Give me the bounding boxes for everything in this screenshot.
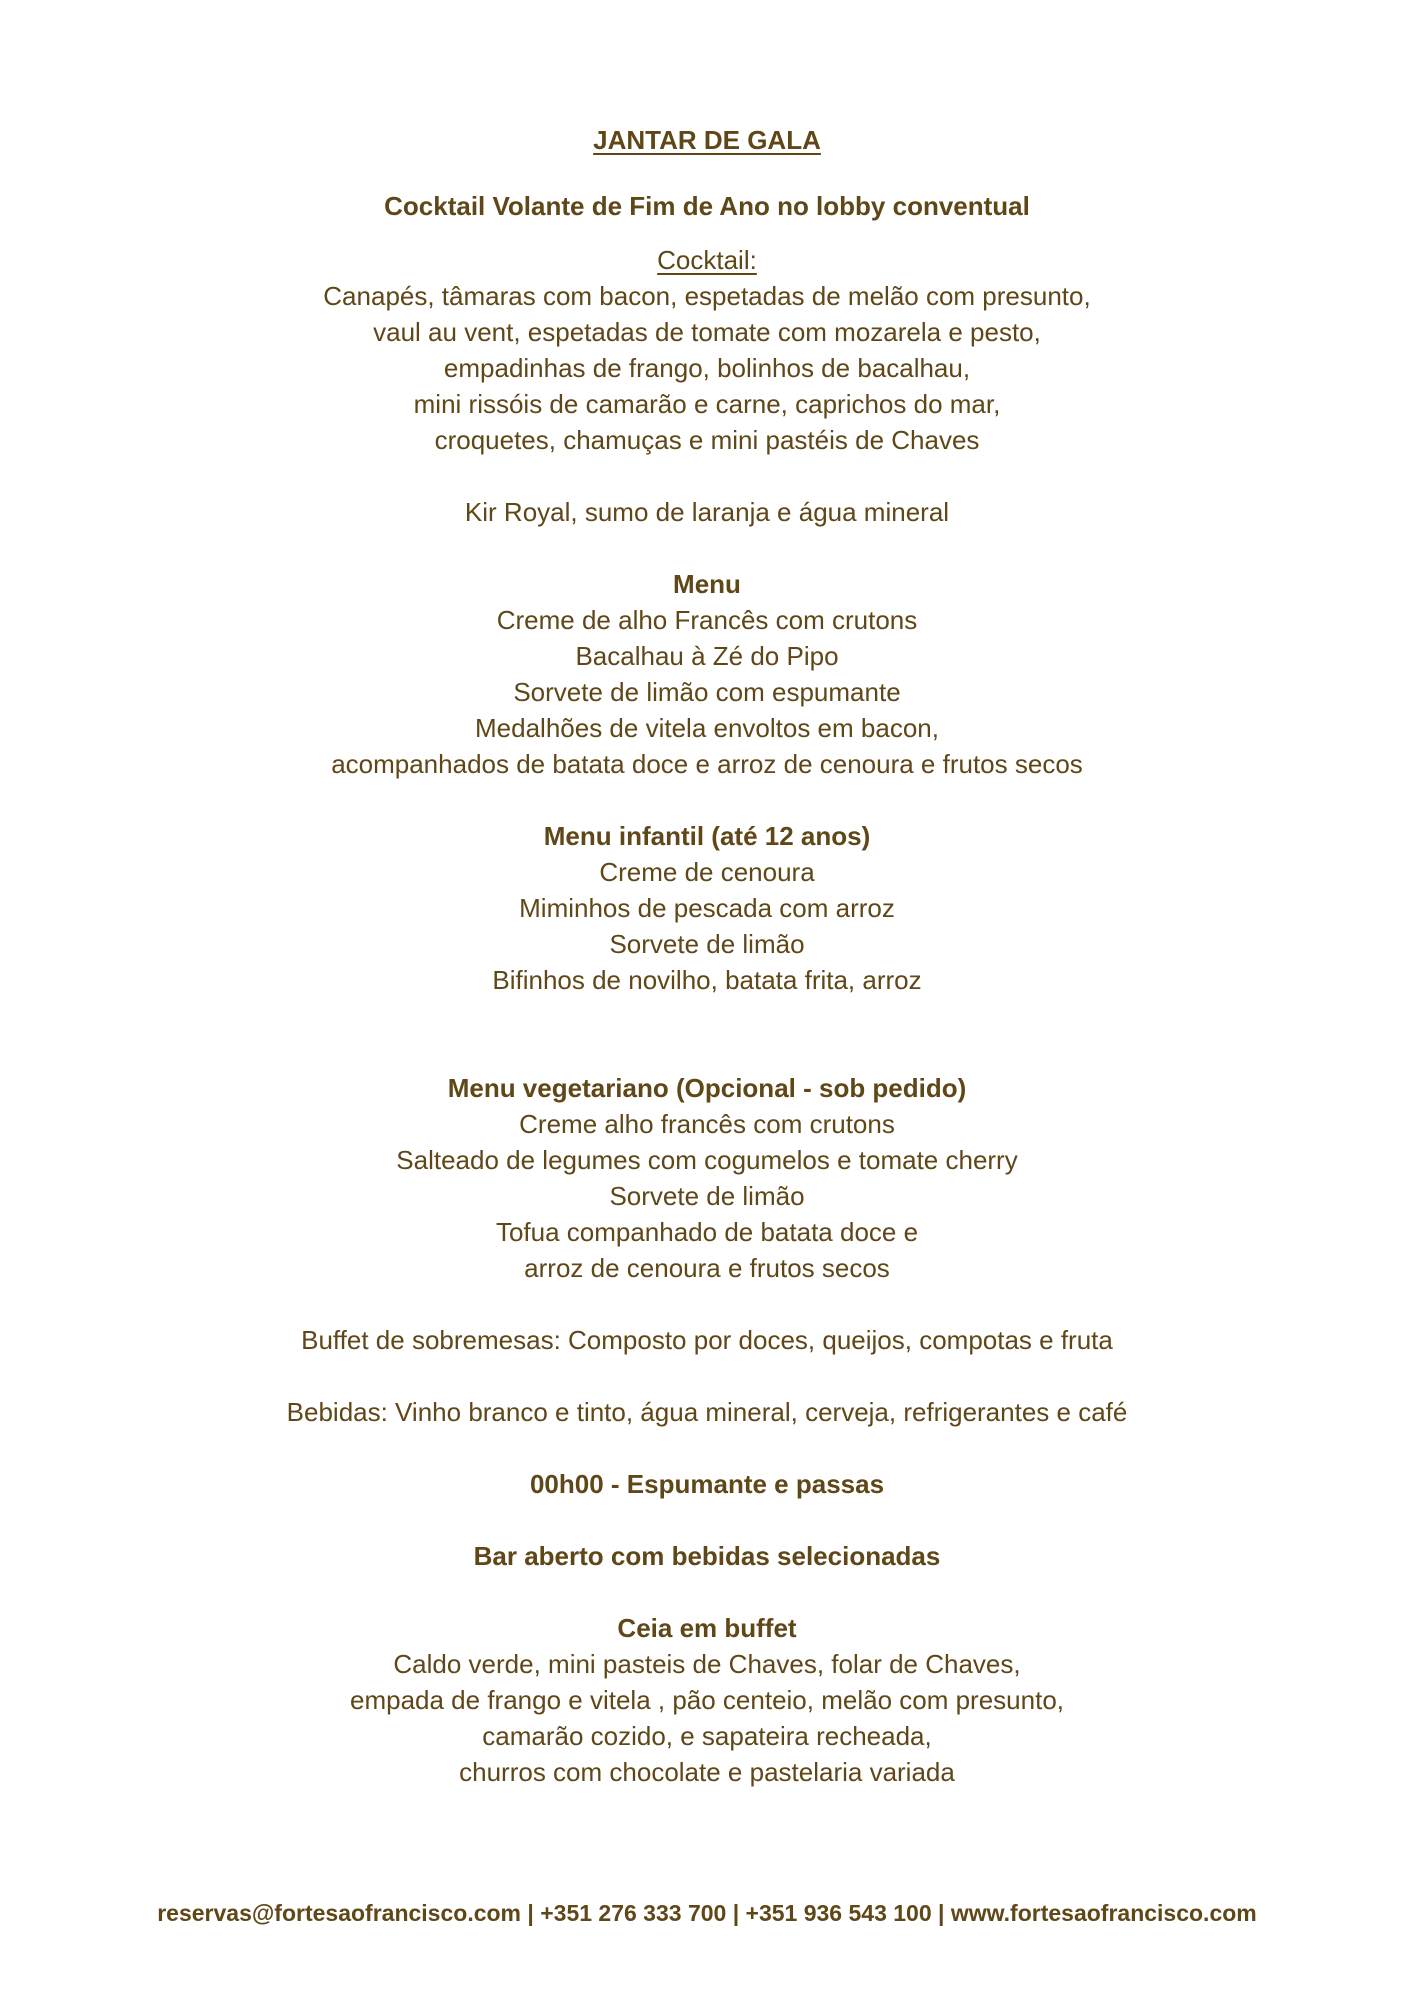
vegetarian-menu-item: Sorvete de limão xyxy=(609,1181,805,1211)
contact-footer: reservas@fortesaofrancisco.com | +351 276 333 700 | +351 936 543 100 | www.fortesaofrancisco.com xyxy=(157,1900,1257,1926)
menu-item: Creme de alho Francês com crutons xyxy=(496,605,918,635)
cocktail-heading: Cocktail: xyxy=(657,245,757,275)
kids-menu-item: Bifinhos de novilho, batata frita, arroz xyxy=(492,965,922,995)
menu-document xyxy=(0,122,1414,1790)
kids-menu-item: Sorvete de limão xyxy=(609,929,805,959)
supper-item: camarão cozido, e sapateira recheada, xyxy=(482,1721,932,1751)
vegetarian-menu-item: Tofua companhado de batata doce e xyxy=(495,1217,919,1247)
cocktail-item: mini rissóis de camarão e carne, caprichos do mar, xyxy=(413,389,1001,419)
cocktail-subtitle: Cocktail Volante de Fim de Ano no lobby conventual xyxy=(384,191,1030,221)
menu-item: Medalhões de vitela envoltos em bacon, xyxy=(475,713,939,743)
supper-item: Caldo verde, mini pasteis de Chaves, folar de Chaves, xyxy=(393,1649,1021,1679)
vegetarian-menu-item: Salteado de legumes com cogumelos e tomate cherry xyxy=(396,1145,1018,1175)
vegetarian-menu-item: Creme alho francês com crutons xyxy=(519,1109,895,1139)
midnight-toast: 00h00 - Espumante e passas xyxy=(529,1469,885,1499)
menu-item: acompanhados de batata doce e arroz de cenoura e frutos secos xyxy=(331,749,1083,779)
cocktail-item: vaul au vent, espetadas de tomate com mozarela e pesto, xyxy=(373,317,1041,347)
menu-item: Sorvete de limão com espumante xyxy=(513,677,901,707)
kids-menu-item: Creme de cenoura xyxy=(599,857,815,887)
cocktail-item: croquetes, chamuças e mini pastéis de Chaves xyxy=(434,425,980,455)
kids-menu-item: Miminhos de pescada com arroz xyxy=(519,893,895,923)
vegetarian-menu-item: arroz de cenoura e frutos secos xyxy=(524,1253,890,1283)
supper-item: churros com chocolate e pastelaria variada xyxy=(459,1757,955,1787)
dessert-buffet: Buffet de sobremesas: Composto por doces, queijos, compotas e fruta xyxy=(301,1325,1113,1355)
vegetarian-menu-heading: Menu vegetariano (Opcional - sob pedido) xyxy=(447,1073,967,1103)
beverages: Bebidas: Vinho branco e tinto, água mineral, cerveja, refrigerantes e café xyxy=(286,1397,1128,1427)
kids-menu-heading: Menu infantil (até 12 anos) xyxy=(543,821,871,851)
cocktail-item: Canapés, tâmaras com bacon, espetadas de melão com presunto, xyxy=(323,281,1091,311)
open-bar: Bar aberto com bebidas selecionadas xyxy=(473,1541,941,1571)
cocktail-drinks: Kir Royal, sumo de laranja e água mineral xyxy=(464,497,950,527)
supper-heading: Ceia em buffet xyxy=(617,1613,797,1643)
page-title: JANTAR DE GALA xyxy=(593,125,821,155)
supper-item: empada de frango e vitela , pão centeio, melão com presunto, xyxy=(350,1685,1064,1715)
cocktail-item: empadinhas de frango, bolinhos de bacalhau, xyxy=(443,353,971,383)
menu-item: Bacalhau à Zé do Pipo xyxy=(575,641,839,671)
menu-heading: Menu xyxy=(673,569,741,599)
